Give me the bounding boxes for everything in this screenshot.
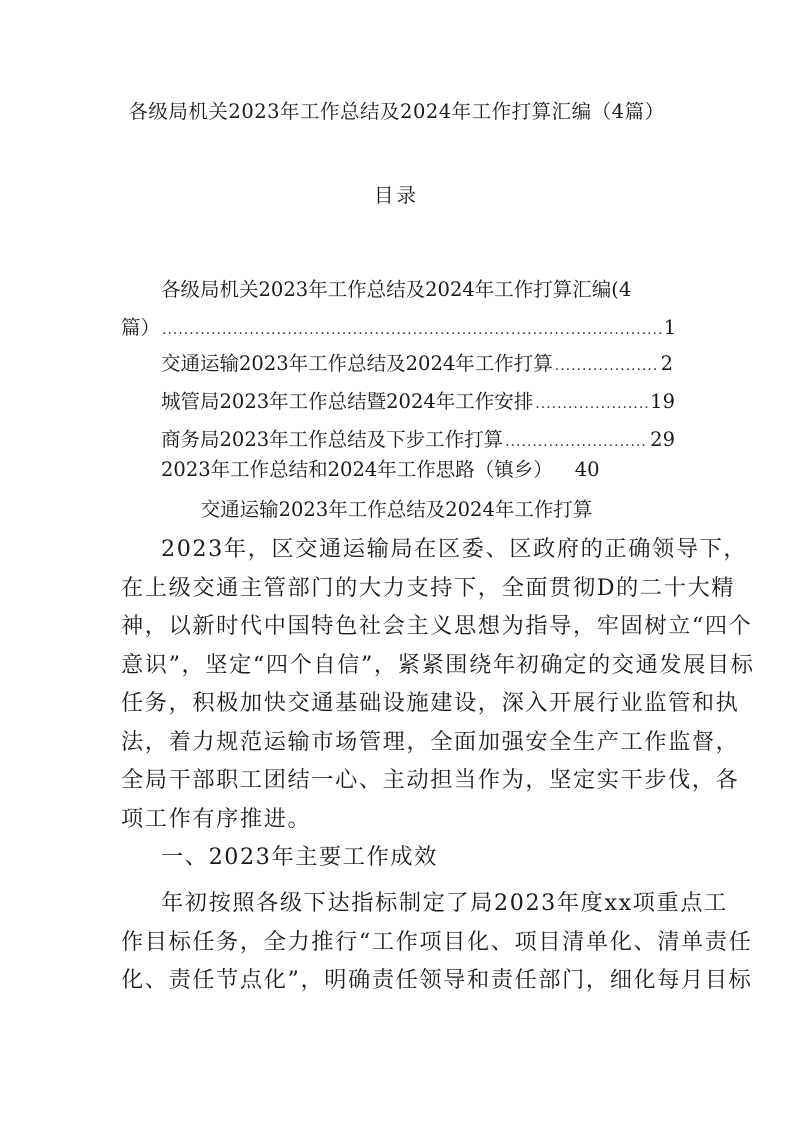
- paragraph-line: 作目标任务，全力推行“工作项目化、项目清单化、清单责任: [121, 928, 753, 955]
- paragraph-line: 项工作有序推进。: [121, 805, 312, 832]
- toc-entry-1-line2[interactable]: [121, 312, 676, 342]
- paragraph-line: 法，着力规范运输市场管理，全面加强安全生产工作监督，: [121, 728, 740, 755]
- toc-entry-text: 各级局机关2023年工作总结及2024年工作打算汇编(4: [161, 278, 632, 301]
- paragraph-line: 意识”，坚定“四个自信”，紧紧围绕年初确定的交通发展目标: [121, 651, 755, 678]
- body-paragraph-1: [121, 530, 755, 838]
- toc-leader-dots: [162, 322, 662, 338]
- toc-entry-4[interactable]: [161, 424, 675, 454]
- toc-entry-text: 交通运输2023年工作总结及2024年工作打算: [161, 352, 553, 375]
- paragraph-line: 神，以新时代中国特色社会主义思想为指导，牢固树立“四个: [121, 613, 753, 639]
- toc-page-number: 1: [663, 316, 676, 339]
- toc-entry-text: 2023年工作总结和2024年工作思路（镇乡）: [161, 458, 553, 481]
- toc-leader-dots: [505, 434, 648, 450]
- paragraph-line: 年初按照各级下达指标制定了局2023年度xx项重点工: [161, 890, 728, 916]
- toc-entry-3[interactable]: [161, 386, 675, 416]
- body-paragraph-2: [121, 884, 753, 1000]
- toc-entry-text: 篇）: [121, 316, 161, 339]
- toc-page-number: 19: [650, 390, 675, 413]
- paragraph-line: 在上级交通主管部门的大力支持下，全面贯彻D的二十大精: [121, 574, 736, 601]
- toc-heading: 目录: [373, 184, 419, 207]
- heading-1: [121, 838, 666, 877]
- toc-entry-text: 商务局2023年工作总结及下步工作打算: [161, 428, 504, 451]
- toc-leader-dots: [555, 358, 659, 374]
- paragraph-line: 全局干部职工团结一心、主动担当作为，坚定实干步伐，各: [121, 767, 740, 793]
- paragraph-line: 化、责任节点化”，明确责任领导和责任部门，细化每月目标: [121, 967, 753, 993]
- toc-leader-dots: [535, 396, 648, 412]
- document-title: 各级局机关2023年工作总结及2024年工作打算汇编（4篇）: [128, 100, 665, 123]
- paragraph-line: 2023年，区交通运输局在区委、区政府的正确领导下，: [161, 536, 748, 562]
- toc-entry-1-line1[interactable]: [161, 274, 681, 304]
- paragraph-line: 任务，积极加快交通基础设施建设，深入开展行业监管和执: [121, 690, 740, 716]
- toc-page-number: 29: [650, 428, 675, 451]
- toc-entry-5[interactable]: [161, 454, 631, 484]
- toc-entry-2[interactable]: [161, 348, 673, 378]
- section-title: 交通运输2023年工作总结及2024年工作打算: [200, 498, 593, 521]
- toc-page-number: 40: [574, 458, 600, 481]
- toc-page-number: 2: [660, 352, 673, 375]
- section-heading: 一、2023年主要工作成效: [161, 844, 438, 870]
- toc-entry-text: 城管局2023年工作总结暨2024年工作安排: [161, 390, 534, 413]
